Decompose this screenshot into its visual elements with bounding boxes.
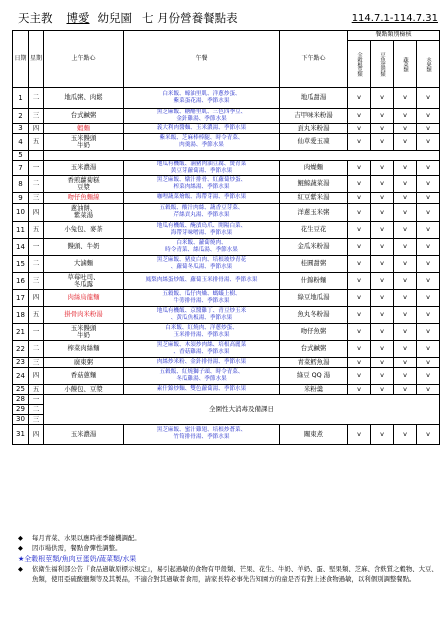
- table-row: [13, 323, 440, 340]
- lunch-cell: [124, 238, 280, 255]
- date-cell: 7: [13, 160, 29, 175]
- lunch-line: 肉絲炒米粉、金針排骨湯、季節水果: [156, 358, 247, 365]
- check-cell: v: [417, 255, 440, 272]
- pm-snack-cell: 仙草愛玉凍: [280, 133, 348, 150]
- date-cell: 11: [13, 221, 29, 238]
- lunch-line: 、黃瓜魚板湯、季節水果: [170, 314, 233, 321]
- check-cell: v: [348, 384, 371, 394]
- lunch-cell: [124, 88, 280, 109]
- col-weekday: 星期: [29, 31, 44, 88]
- weekday-cell: 五: [29, 384, 44, 394]
- empty-row-cell: [44, 150, 440, 160]
- check-cell: v: [417, 323, 440, 340]
- col-pm-snack: 下午點心: [280, 31, 348, 88]
- check-cell: v: [417, 109, 440, 124]
- am-snack-text: 吻仔魚麵線: [67, 193, 100, 202]
- table-row: [13, 255, 440, 272]
- pm-snack-cell: 吉甲味米粉湯: [280, 109, 348, 124]
- check-cell: v: [394, 289, 417, 306]
- check-cell: v: [348, 289, 371, 306]
- lunch-cell: [124, 289, 280, 306]
- check-cell: v: [371, 203, 394, 221]
- lunch-cell: [124, 192, 280, 203]
- weekday-cell: 四: [29, 203, 44, 221]
- lunch-line: 白米飯、蘿蔔燒肉、: [176, 239, 227, 246]
- lunch-line: 地瓜有機飯、滷豬肉油豆腐、燙青菜: [156, 160, 247, 167]
- lunch-line: 黃豆芽蘿蔔湯、季節水果: [170, 167, 233, 174]
- weekday-cell: 三: [29, 414, 44, 424]
- check-cell: v: [417, 367, 440, 384]
- lunch-line: 牛蒡排骨湯、季節水果: [173, 297, 230, 304]
- table-row: [13, 384, 440, 394]
- pm-snack-cell: 綠豆地瓜湯: [280, 289, 348, 306]
- date-cell: 17: [13, 289, 29, 306]
- check-cell: v: [394, 160, 417, 175]
- pm-snack-cell: 桂圓甜粥: [280, 255, 348, 272]
- am-snack-text: 蝦麵: [77, 123, 90, 132]
- weekday-cell: 一: [29, 238, 44, 255]
- pm-snack-cell: 肉燥麵: [280, 160, 348, 175]
- am-snack-cell: [44, 221, 124, 238]
- am-snack-text: 玉米饅頭: [70, 323, 97, 332]
- lunch-line: 、蘿蔔冬瓜湯、季節水果: [170, 263, 233, 270]
- check-cell: v: [371, 255, 394, 272]
- check-cell: v: [348, 175, 371, 192]
- lunch-line: 紫米飯、芝麻棒棒腿、時令青菜、: [159, 134, 244, 141]
- pm-snack-cell: 台式鹹粥: [280, 340, 348, 357]
- check-cell: v: [394, 255, 417, 272]
- am-snack-cell: [44, 323, 124, 340]
- table-row: [13, 160, 440, 175]
- col-am-snack: 上午點心: [44, 31, 124, 88]
- lunch-line: 黑芝麻飯、糖醋里肌、三色四季豆、: [156, 109, 247, 115]
- lunch-cell: [124, 109, 280, 124]
- table-row: [13, 123, 440, 133]
- check-cell: v: [417, 221, 440, 238]
- date-cell: 18: [13, 306, 29, 323]
- check-cell: v: [394, 367, 417, 384]
- check-cell: v: [394, 221, 417, 238]
- check-cell: v: [348, 272, 371, 289]
- date-cell: 15: [13, 255, 29, 272]
- month-title: 七 月份營養餐點表: [142, 11, 238, 25]
- check-cell: v: [394, 340, 417, 357]
- pm-snack-cell: 青菜鱈魚湯: [280, 357, 348, 367]
- pm-snack-cell: 洋蔥玉米粥: [280, 203, 348, 221]
- lunch-cell: [124, 367, 280, 384]
- page-title: [18, 8, 438, 28]
- am-snack-cell: [44, 160, 124, 175]
- am-snack-text: 玉米濃湯: [70, 163, 97, 172]
- lunch-line: 黑芝麻飯、蜜汁雞翅、培根炒蒼菜、: [156, 427, 247, 434]
- weekday-cell: 二: [29, 175, 44, 192]
- check-cell: v: [348, 203, 371, 221]
- weekday-cell: 一: [29, 160, 44, 175]
- weekday-cell: 五: [29, 133, 44, 150]
- check-cell: v: [417, 340, 440, 357]
- col-grain: 全穀根莖類: [348, 41, 371, 88]
- lunch-line: 玉米排骨湯、季節水果: [173, 331, 230, 338]
- check-cell: v: [371, 192, 394, 203]
- lunch-line: 黑芝麻飯、豬皮白肉、培根玻炒青花: [156, 256, 247, 263]
- check-cell: v: [394, 203, 417, 221]
- check-cell: v: [417, 133, 440, 150]
- check-cell: v: [394, 109, 417, 124]
- check-cell: v: [348, 192, 371, 203]
- check-cell: v: [348, 123, 371, 133]
- lunch-line: 金針雞湯、季節水果: [176, 115, 227, 122]
- am-snack-cell: [44, 192, 124, 203]
- date-cell: 14: [13, 238, 29, 255]
- check-cell: v: [394, 272, 417, 289]
- date-cell: 5: [13, 150, 29, 160]
- col-date: 日期: [13, 31, 29, 88]
- table-row: [13, 238, 440, 255]
- check-cell: v: [394, 175, 417, 192]
- check-cell: v: [417, 238, 440, 255]
- table-row: [13, 357, 440, 367]
- col-fruit: 水果類: [417, 41, 440, 88]
- pm-snack-cell: 吻仔魚粥: [280, 323, 348, 340]
- check-cell: v: [348, 357, 371, 367]
- pm-snack-cell: 貢丸米粉湯: [280, 123, 348, 133]
- note-item: ◆ 因市場供需，餐點會彈性調整。: [18, 543, 122, 552]
- check-cell: v: [394, 323, 417, 340]
- date-cell: 21: [13, 323, 29, 340]
- weekday-cell: 四: [29, 123, 44, 133]
- am-snack-cell: [44, 367, 124, 384]
- lunch-line: 地瓜有機飯、京醬雞丁、青豆炒玉米: [156, 307, 247, 314]
- check-cell: v: [371, 160, 394, 175]
- table-row: [13, 192, 440, 203]
- weekday-cell: 四: [29, 424, 44, 444]
- am-snack-cell: [44, 133, 124, 150]
- am-snack-cell: [44, 384, 124, 394]
- lunch-line: 素什錦炒麵、雙色蘿蔔湯、季節水果: [156, 385, 247, 392]
- weekday-cell: 二: [29, 88, 44, 109]
- check-cell: v: [371, 384, 394, 394]
- pm-snack-cell: 花生豆花: [280, 221, 348, 238]
- am-snack-text: 玉米饅頭: [70, 133, 97, 142]
- weekday-cell: 五: [29, 306, 44, 323]
- am-snack-text: 掛骨肉米粉湯: [64, 310, 103, 319]
- lunch-cell: [124, 203, 280, 221]
- check-cell: v: [348, 255, 371, 272]
- pm-snack-cell: 金瓜米粉湯: [280, 238, 348, 255]
- am-snack-cell: [44, 203, 124, 221]
- check-cell: v: [371, 221, 394, 238]
- check-cell: v: [394, 424, 417, 444]
- am-snack-cell: [44, 88, 124, 109]
- check-cell: v: [394, 238, 417, 255]
- am-snack-text: 牛奶: [77, 330, 90, 339]
- check-cell: v: [348, 238, 371, 255]
- am-snack-text: 玉米濃湯: [70, 429, 97, 438]
- lunch-cell: [124, 272, 280, 289]
- am-snack-text: 肉絲烏龍麵: [67, 293, 100, 302]
- note-allergen: ◆ 依衛生福利部公告『食品過敏原標示規定』，易引起過敏的食物有甲殼類、芒果、花生、牛奶、羊奶、蛋、堅果類、芝麻、含麩質之穀物、大豆、魚類，使用亞硫酸鹽類等及其製品，不適合對其過敏者食用，請家長特必事先告知園方的童是否有對上述食物過敏，以利個別調整餐點。: [18, 564, 438, 583]
- lunch-cell: [124, 306, 280, 323]
- am-snack-cell: [44, 238, 124, 255]
- lunch-line: 五穀飯、瓜仔肉燥、螞蟻上樹、: [162, 290, 241, 297]
- check-cell: v: [348, 160, 371, 175]
- check-cell: v: [348, 367, 371, 384]
- table-row: [13, 150, 440, 160]
- lunch-line: 黑芝麻飯、燉汁排骨、紅蘿蔔炒蛋、: [156, 176, 247, 183]
- table-row: [13, 340, 440, 357]
- am-snack-cell: [44, 175, 124, 192]
- check-cell: v: [371, 123, 394, 133]
- lunch-cell: [124, 255, 280, 272]
- date-cell: 3: [13, 123, 29, 133]
- table-row: [13, 424, 440, 444]
- check-cell: v: [417, 192, 440, 203]
- org-slogan: 博愛: [66, 11, 90, 25]
- date-cell: 23: [13, 357, 29, 367]
- am-snack-text: 榨菜肉絲麵: [67, 344, 100, 353]
- weekday-cell: 四: [29, 289, 44, 306]
- weekday-cell: 五: [29, 221, 44, 238]
- am-snack-cell: [44, 289, 124, 306]
- date-cell: 4: [13, 133, 29, 150]
- check-cell: v: [417, 272, 440, 289]
- table-row: [13, 109, 440, 124]
- am-snack-text: 紫菜湯: [73, 211, 94, 220]
- date-cell: 31: [13, 424, 29, 444]
- check-cell: v: [348, 221, 371, 238]
- weekday-cell: 三: [29, 192, 44, 203]
- pm-snack-cell: 關東煮: [280, 424, 348, 444]
- check-cell: v: [371, 323, 394, 340]
- table-row: [13, 394, 440, 404]
- check-cell: v: [417, 88, 440, 109]
- date-cell: 2: [13, 109, 29, 124]
- lunch-cell: [124, 357, 280, 367]
- lunch-line: 、香菇雞湯、季節水果: [173, 348, 230, 355]
- check-cell: v: [371, 424, 394, 444]
- date-cell: 29: [13, 404, 29, 414]
- meal-table: [12, 30, 440, 445]
- check-cell: v: [417, 175, 440, 192]
- lunch-line: 芹絲貢丸湯、季節水果: [173, 212, 230, 219]
- am-snack-cell: [44, 123, 124, 133]
- am-snack-text: 大滷麵: [73, 259, 94, 268]
- am-snack-text: 廣東粥: [73, 357, 94, 366]
- pm-snack-cell: 什錦粉麵: [280, 272, 348, 289]
- am-snack-text: 蔥油餅、: [70, 204, 97, 213]
- am-snack-cell: [44, 109, 124, 124]
- check-cell: v: [371, 357, 394, 367]
- table-row: [13, 367, 440, 384]
- lunch-line: 咖哩蔬菜燴飯、海帶芽湯、季節水果: [156, 194, 247, 201]
- am-snack-text: 小兔包、麥茶: [64, 225, 103, 234]
- school-name: 幼兒園: [97, 11, 132, 25]
- date-cell: 10: [13, 203, 29, 221]
- lunch-cell: [124, 133, 280, 150]
- org-name: 天主教: [18, 11, 53, 25]
- lunch-line: 義大利肉醬麵、玉米濃湯、季節水果: [156, 124, 247, 131]
- date-cell: 1: [13, 88, 29, 109]
- lunch-line: 紫菜蛋花湯、季節水果: [173, 98, 230, 104]
- lunch-cell: [124, 175, 280, 192]
- am-snack-cell: [44, 424, 124, 444]
- check-cell: v: [394, 384, 417, 394]
- check-cell: v: [371, 88, 394, 109]
- check-cell: v: [394, 306, 417, 323]
- check-cell: v: [417, 357, 440, 367]
- table-row: [13, 289, 440, 306]
- am-snack-text: 香菇蔥麵: [70, 371, 97, 380]
- date-cell: 30: [13, 414, 29, 424]
- pm-snack-cell: 綠豆 QQ 湯: [280, 367, 348, 384]
- check-cell: v: [371, 272, 394, 289]
- am-snack-text: 地瓜粥、肉鬆: [64, 93, 103, 102]
- am-snack-text: 饅頭、牛奶: [67, 242, 100, 251]
- date-cell: 28: [13, 394, 29, 404]
- weekday-cell: 二: [29, 255, 44, 272]
- lunch-line: 榨菜肉絲湯、季節水果: [173, 183, 230, 190]
- date-cell: 16: [13, 272, 29, 289]
- pm-snack-cell: 鯤鯨蔬菜湯: [280, 175, 348, 192]
- table-row: [13, 221, 440, 238]
- weekday-cell: 四: [29, 367, 44, 384]
- check-cell: v: [371, 109, 394, 124]
- weekday-cell: 二: [29, 404, 44, 414]
- lunch-line: 海帶芽味噌湯、季節水果: [170, 229, 233, 236]
- lunch-cell: [124, 424, 280, 444]
- lunch-line: 白米飯、蠔油里肌、洋蔥炒蛋、: [162, 91, 241, 98]
- check-cell: v: [348, 323, 371, 340]
- check-cell: v: [417, 160, 440, 175]
- table-row: [13, 175, 440, 192]
- lunch-line: 地瓜有機飯、醃漬鳥爪、開陽白菜、: [156, 222, 247, 229]
- col-lunch: 午餐: [124, 31, 280, 88]
- am-snack-text: 小饅包、豆漿: [64, 384, 103, 393]
- date-cell: 24: [13, 367, 29, 384]
- lunch-cell: [124, 340, 280, 357]
- lunch-line: 五穀飯、紅燒獅子頭、時令青菜、: [159, 368, 244, 375]
- check-cell: v: [394, 133, 417, 150]
- check-cell: v: [417, 289, 440, 306]
- lunch-line: 冬瓜雞湯、季節水果: [176, 375, 227, 382]
- pm-snack-cell: 地瓜甜湯: [280, 88, 348, 109]
- date-cell: 9: [13, 192, 29, 203]
- lunch-line: 五穀飯、酸汁肉絲、蔬香豆芽菜、: [159, 205, 244, 212]
- check-cell: v: [394, 357, 417, 367]
- am-snack-text: 香煎蘿蔔糕: [67, 175, 100, 184]
- am-snack-cell: [44, 306, 124, 323]
- check-cell: v: [348, 88, 371, 109]
- check-cell: v: [371, 367, 394, 384]
- lunch-line: 肉羹湯、季節水果: [179, 141, 224, 148]
- check-cell: v: [348, 133, 371, 150]
- check-cell: v: [348, 424, 371, 444]
- check-cell: v: [394, 192, 417, 203]
- lunch-line: 竹筍排骨湯、季節水果: [173, 434, 230, 441]
- table-row: [13, 272, 440, 289]
- lunch-cell: [124, 384, 280, 394]
- check-cell: v: [417, 203, 440, 221]
- check-cell: v: [371, 306, 394, 323]
- date-cell: 8: [13, 175, 29, 192]
- lunch-cell: [124, 323, 280, 340]
- check-cell: v: [417, 306, 440, 323]
- check-cell: v: [394, 88, 417, 109]
- pm-snack-cell: 紅豆紫米湯: [280, 192, 348, 203]
- date-range: 114.7.1-114.7.31: [351, 12, 438, 24]
- am-snack-text: 草莓吐司、: [67, 272, 100, 281]
- notes-section: [18, 534, 443, 585]
- check-cell: v: [417, 384, 440, 394]
- lunch-line: 黑芝麻飯、木須炒肉絲、培根高麗菜: [156, 341, 247, 348]
- check-cell: v: [371, 289, 394, 306]
- am-snack-cell: [44, 255, 124, 272]
- lunch-cell: [124, 221, 280, 238]
- am-snack-text: 冬瓜露: [73, 279, 94, 288]
- am-snack-cell: [44, 357, 124, 367]
- pm-snack-cell: 魚丸冬粉湯: [280, 306, 348, 323]
- weekday-cell: 一: [29, 323, 44, 340]
- special-note: 全園性大消毒及備課日: [44, 394, 440, 424]
- check-cell: v: [394, 123, 417, 133]
- table-row: [13, 306, 440, 323]
- weekday-cell: 三: [29, 272, 44, 289]
- lunch-cell: [124, 123, 280, 133]
- check-cell: v: [348, 340, 371, 357]
- weekday-cell: 二: [29, 340, 44, 357]
- table-row: [13, 133, 440, 150]
- pm-snack-cell: 米粉羹: [280, 384, 348, 394]
- am-snack-text: 豆漿: [77, 182, 90, 191]
- check-cell: v: [348, 306, 371, 323]
- date-cell: 25: [13, 384, 29, 394]
- am-snack-cell: [44, 340, 124, 357]
- weekday-cell: 三: [29, 357, 44, 367]
- note-item: ◆ 每月青菜、水果以應時產季隨機調配。: [18, 534, 141, 542]
- check-cell: v: [371, 175, 394, 192]
- am-snack-cell: [44, 272, 124, 289]
- weekday-cell: 三: [29, 109, 44, 124]
- check-cell: v: [371, 133, 394, 150]
- check-cell: v: [348, 109, 371, 124]
- note-legend: ★全穀根莖類/魚肉豆蛋奶/蔬菜類/水果: [18, 554, 137, 563]
- weekday-cell: 一: [29, 394, 44, 404]
- check-cell: v: [417, 123, 440, 133]
- weekday-cell: [29, 150, 44, 160]
- col-veg: 蔬菜類: [394, 41, 417, 88]
- am-snack-text: 台式鹹粥: [70, 111, 97, 120]
- lunch-line: 時令青菜、絲瓜湯、季節水果: [165, 246, 238, 253]
- check-cell: v: [417, 424, 440, 444]
- am-snack-text: 牛奶: [77, 140, 90, 149]
- table-row: [13, 88, 440, 109]
- lunch-cell: [124, 160, 280, 175]
- lunch-line: 白米飯、紅燒肉、洋蔥炒蛋、: [165, 324, 238, 331]
- check-cell: v: [371, 238, 394, 255]
- table-row: [13, 203, 440, 221]
- check-cell: v: [371, 340, 394, 357]
- lunch-line: 鳳梨肉絲蛋炒飯、蘿蔔玉米排骨湯、季節水果: [145, 277, 258, 284]
- col-nutrition-group: 餐點類別檢核: [348, 31, 440, 41]
- col-protein: 豆魚蛋肉類: [371, 41, 394, 88]
- date-cell: 22: [13, 340, 29, 357]
